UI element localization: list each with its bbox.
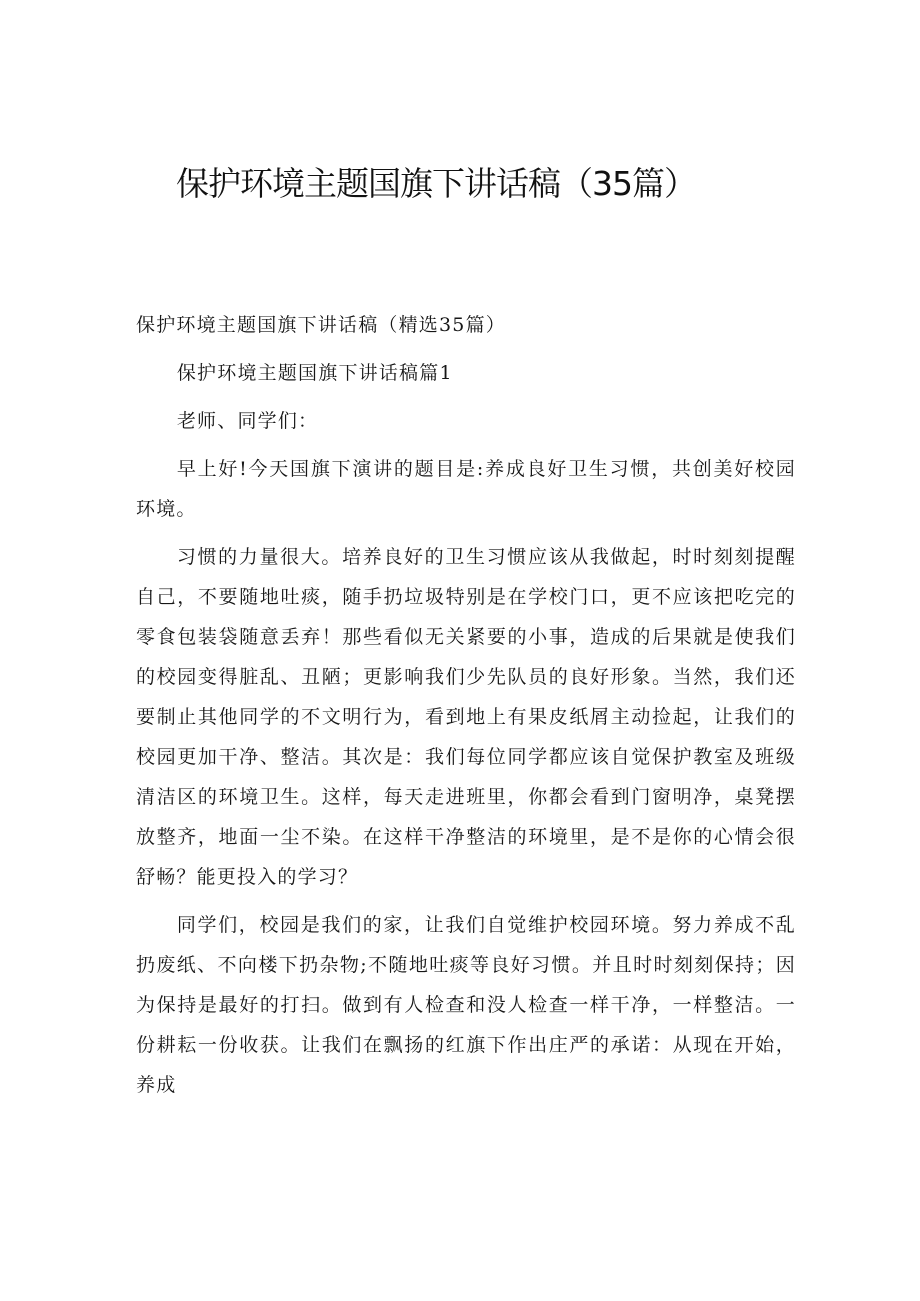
salutation: 老师、同学们： — [176, 410, 319, 432]
paragraph-habits: 习惯的力量很大。培养良好的卫生习惯应该从我做起，时时刻刻提醒自己，不要随地吐痰，随手扔垃圾特别是在学校门口，更不应该把吃完的零食包装袋随意丢弃！那些看似无关紧要的小事，造成的后果就是使我们的校园变得脏乱、丑陋；更影响我们少先队员的良好形象。当然，我们还要制止其他同学的不文明行为，看到地上有果皮纸屑主动捡起，让我们的校园更加干净、整洁。其次是：我们每位同学都应该自觉保护教室及班级清洁区的环境卫生。这样，每天走进班里，你都会看到门窗明净，桌凳摆放整齐，地面一尘不染。在这样干净整洁的环境里，是不是你的心情会很舒畅？能更投入的学习？ — [136, 546, 796, 888]
paragraph-appeal: 同学们，校园是我们的家，让我们自觉维护校园环境。努力养成不乱扔废纸、不向楼下扔杂物;不随地吐痰等良好习惯。并且时时刻刻保持；因为保持是最好的打扫。做到有人检查和没人检查一样干净，一样整洁。一份耕耘一份收获。让我们在飘扬的红旗下作出庄严的承诺：从现在开始，养成 — [136, 914, 796, 1096]
paragraph-greeting: 早上好!今天国旗下演讲的题目是:养成良好卫生习惯，共创美好校园环境。 — [136, 458, 796, 520]
section-heading: 保护环境主题国旗下讲话稿篇1 — [176, 362, 453, 384]
document-body — [136, 305, 796, 1105]
document-subtitle: 保护环境主题国旗下讲话稿（精选35篇） — [136, 314, 506, 336]
document-title: 保护环境主题国旗下讲话稿（35篇） — [176, 164, 696, 203]
